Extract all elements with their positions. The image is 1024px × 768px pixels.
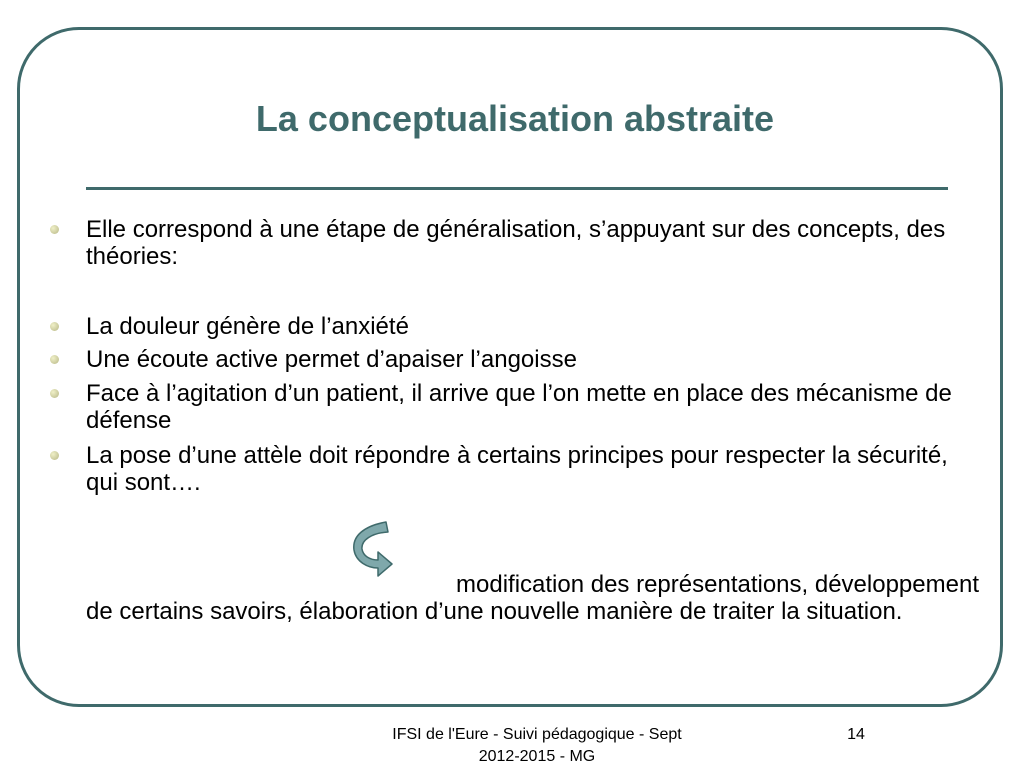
bullet-item	[86, 216, 976, 270]
page-number: 14	[847, 726, 865, 743]
bullet-text: La douleur génère de l’anxiété	[86, 313, 409, 340]
footer-text: IFSI de l'Eure - Suivi pédagogique - Sept 2012-2015 - MG	[392, 726, 682, 765]
bullet-dot-icon	[50, 225, 59, 234]
bullet-item	[86, 380, 976, 434]
bullet-dot-icon	[50, 389, 59, 398]
bullet-dot-icon	[50, 322, 59, 331]
bullet-item	[86, 346, 976, 373]
conclusion-text: modification des représentations, développement de certains savoirs, élaboration d’une nouvelle manière de traiter la situation.	[86, 571, 979, 625]
bullet-text: Elle correspond à une étape de généralisation, s’appuyant sur des concepts, des théories:	[86, 216, 946, 270]
bullet-text: La pose d’une attèle doit répondre à certains principes pour respecter la sécurité, qui sont….	[86, 442, 948, 496]
bullet-text: Une écoute active permet d’apaiser l’angoisse	[86, 346, 577, 373]
bullet-item	[86, 442, 976, 496]
bullet-text: Face à l’agitation d’un patient, il arrive que l’on mette en place des mécanisme de défense	[86, 380, 952, 434]
bullet-item	[86, 313, 976, 340]
slide-title: La conceptualisation abstraite	[255, 98, 775, 139]
bullet-dot-icon	[50, 355, 59, 364]
bullet-dot-icon	[50, 451, 59, 460]
